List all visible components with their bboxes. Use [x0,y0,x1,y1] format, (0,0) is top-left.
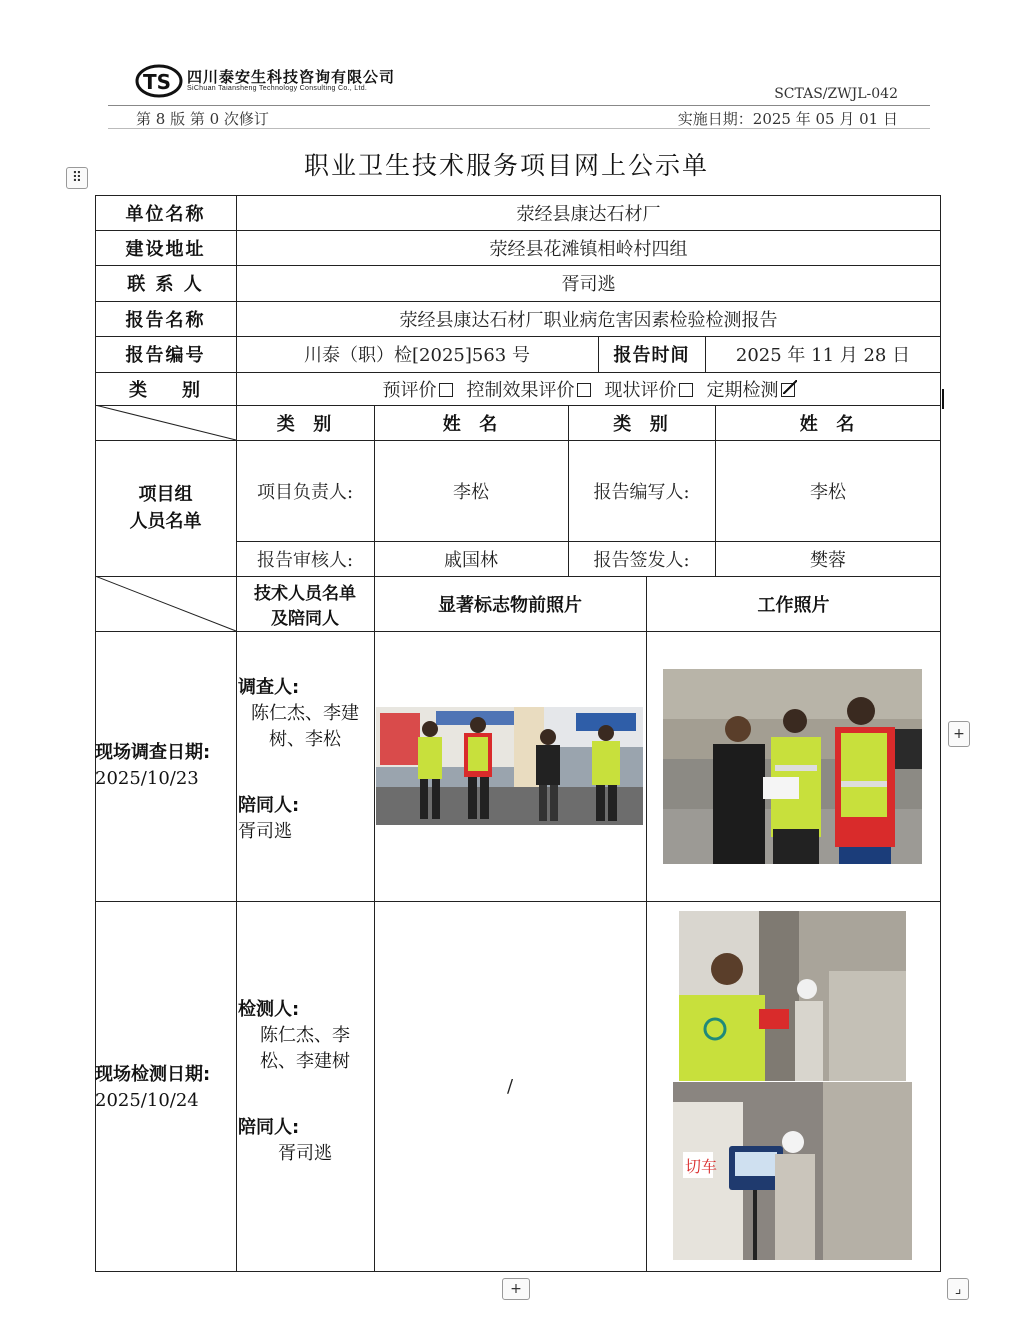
report-name-value[interactable]: 荥经县康达石材厂职业病危害因素检验检测报告 [399,309,778,331]
team-col-type-2: 类 别 [613,413,670,435]
writer-value[interactable]: 李松 [810,481,846,503]
text-cursor [942,389,944,409]
version-text: 第 8 版 第 0 次修订 [136,110,269,128]
company-name-en: SiChuan Taiansheng Technology Consulting Co., Ltd. [187,85,368,92]
address-label: 建设地址 [125,238,206,260]
tech-staff-header-line1: 技术人员名单 [254,583,356,604]
address-value[interactable]: 荥经县花滩镇相岭村四组 [489,238,688,260]
reviewer-label: 报告审核人: [256,549,354,571]
landmark-photo[interactable] [376,707,643,825]
company-logo [135,64,455,98]
report-time-label: 报告时间 [613,345,690,366]
cat-status-option[interactable] [605,376,693,402]
report-no-value[interactable]: 川泰（职）检[2025]563 号 [304,345,530,366]
team-col-name-2: 姓 名 [799,413,857,435]
diagonal-header-cell [95,405,237,441]
report-no-label: 报告编号 [125,345,206,366]
cat-status-checkbox[interactable] [679,383,693,397]
svg-text:TS: TS [143,70,172,94]
page-title: 职业卫生技术服务项目网上公示单 [303,151,709,180]
survey-date-label: 现场调查日期: [95,742,211,763]
add-column-button[interactable]: + [948,721,970,747]
test-date-label: 现场检测日期: [95,1064,211,1085]
test-escort-label: 陪同人: [238,1117,300,1138]
survey-date-value: 2025/10/23 [95,768,199,789]
cat-periodic-checkbox[interactable] [781,383,795,397]
test-staff-label: 检测人: [238,999,300,1020]
cat-status-label: 现状评价 [604,379,677,401]
cat-control-checkbox[interactable] [577,383,591,397]
table-resize-handle[interactable]: ⌟ [947,1278,969,1300]
unit-name-label: 单位名称 [125,203,206,225]
cat-pre-label: 预评价 [382,379,437,401]
tech-staff-header-line2: 及陪同人 [271,608,339,629]
svg-text:切车: 切车 [685,1157,718,1176]
test-escort-value[interactable]: 胥司逃 [278,1143,332,1164]
team-group-label [95,440,236,576]
cat-periodic-option[interactable] [707,376,795,402]
cat-pre-option[interactable] [383,376,453,402]
test-work-photo-1[interactable] [679,911,906,1081]
landmark-photo-header: 显著标志物前照片 [438,594,582,616]
category-options [236,372,941,405]
disclosure-table [95,195,941,1272]
team-group-label-line2: 人员名单 [129,511,202,532]
cat-pre-checkbox[interactable] [439,383,453,397]
logo-mark-icon [135,64,183,98]
reviewer-value[interactable]: 戚国林 [444,549,498,571]
signer-value[interactable]: 樊蓉 [810,549,846,571]
writer-label: 报告编写人: [593,481,690,503]
tech-staff-header [236,576,374,631]
survey-escort-value[interactable]: 胥司逃 [238,821,292,842]
unit-name-value[interactable]: 荥经县康达石材厂 [516,203,661,225]
report-name-label: 报告名称 [125,309,206,331]
cat-periodic-label: 定期检测 [706,379,779,401]
report-time-value[interactable]: 2025 年 11 月 28 日 [735,345,911,366]
test-staff-value[interactable]: 陈仁杰、李松、李建树 [260,1025,350,1072]
leader-label: 项目负责人: [256,481,354,503]
test-work-photo-2[interactable] [673,1082,912,1260]
category-label: 类 别 [128,379,203,401]
test-date-block [95,1062,236,1114]
header-rule [108,105,930,106]
survey-escort-label: 陪同人: [238,795,300,816]
test-landmark-value: / [506,1075,514,1097]
test-staff-block [238,997,372,1167]
team-col-type-1: 类 别 [276,413,334,435]
doc-code: SCTAS/ZWJL-042 [774,86,898,102]
survey-staff-block [238,675,372,845]
table-move-handle[interactable]: ⠿ [66,167,88,189]
cat-control-label: 控制效果评价 [466,379,575,401]
diagonal-header-cell-2 [95,576,237,632]
effective-date: 实施日期：2025 年 05 月 01 日 [677,110,898,128]
cat-control-option[interactable] [467,376,591,402]
company-name-cn: 四川泰安生科技咨询有限公司 [187,68,396,86]
survey-date-block [95,740,236,792]
team-col-name-1: 姓 名 [442,413,500,435]
survey-work-photo[interactable] [663,669,922,864]
work-photo-header: 工作照片 [757,594,830,616]
team-group-label-line1: 项目组 [138,484,193,505]
add-row-button[interactable]: + [502,1278,530,1300]
survey-staff-label: 调查人: [238,677,300,698]
test-date-value: 2025/10/24 [95,1090,199,1111]
contact-value[interactable]: 胥司逃 [561,274,616,295]
survey-staff-value[interactable]: 陈仁杰、李建树、李松 [251,703,359,750]
signer-label: 报告签发人: [593,549,690,571]
contact-label: 联 系 人 [127,274,204,295]
leader-value[interactable]: 李松 [453,481,489,503]
